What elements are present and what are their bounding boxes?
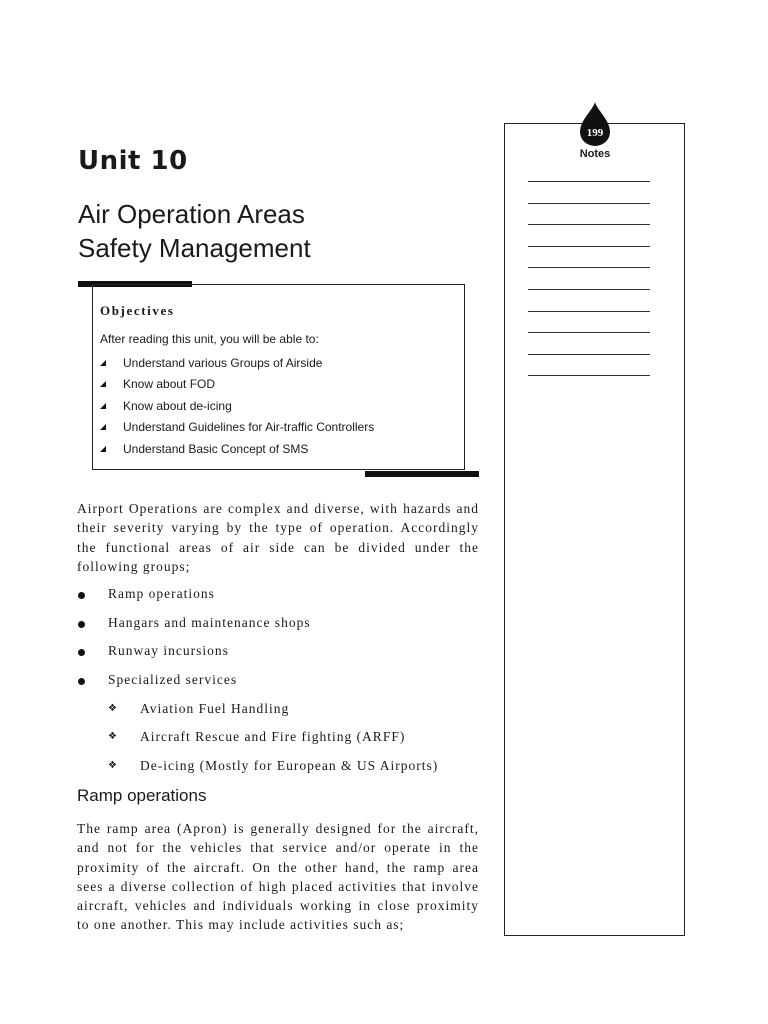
page-number: 199 [586,127,604,139]
diamond-bullet-icon: ❖ [108,760,118,771]
diamond-bullet-icon: ❖ [108,703,118,714]
note-line [528,267,650,268]
note-line [528,375,650,376]
ramp-paragraph: The ramp area (Apron) is generally designed for the aircraft, and not for the vehicles that service and/or operate in the proximity of the aircraft. On the other hand, the ramp area sees a diverse collection of high placed activities that involve aircraft, vehicles and individuals working in close proximity to one another. This may include activities such as; [77,821,479,933]
objective-text: Understand various Groups of Airside [123,356,323,370]
objectives-rule [365,471,479,477]
bullet-dot-icon [78,621,85,628]
objective-text: Know about FOD [123,377,216,391]
note-line [528,311,650,312]
diamond-bullet-icon: ❖ [108,731,118,742]
objective-text: Understand Basic Concept of SMS [123,442,309,456]
triangle-bullet-icon [100,360,106,366]
group-text: Hangars and maintenance shops [108,615,311,630]
note-line [528,181,650,182]
triangle-bullet-icon [100,381,106,387]
note-line [528,203,650,204]
section-heading: Ramp operations [77,786,207,805]
note-line [528,246,650,247]
chapter-title [78,197,311,265]
note-line [528,224,650,225]
specialized-text: Aviation Fuel Handling [140,701,290,716]
triangle-bullet-icon [100,424,106,430]
group-text: Ramp operations [108,586,215,601]
unit-title: Unit 10 [78,146,188,176]
note-line [528,354,650,355]
triangle-bullet-icon [100,446,106,452]
objective-text: Know about de-icing [123,399,232,413]
group-text: Runway incursions [108,643,229,658]
bullet-dot-icon [78,678,85,685]
group-text: Specialized services [108,672,238,687]
bullet-dot-icon [78,649,85,656]
page-number-drop-icon [580,102,610,146]
note-line [528,332,650,333]
intro-paragraph: Airport Operations are complex and diverse, with hazards and their severity varying by the type of operation. Accordingly the functional areas of air side can be divided under the following groups; [77,501,479,574]
notes-label: Notes [579,148,611,160]
objectives-heading: Objectives [100,303,175,318]
specialized-text: De-icing (Mostly for European & US Airports) [140,758,439,773]
objective-text: Understand Guidelines for Air-traffic Controllers [123,420,375,434]
bullet-dot-icon [78,592,85,599]
chapter-title-line-1: Air Operation Areas [78,199,305,229]
chapter-title-line-2: Safety Management [78,233,311,263]
note-line [528,289,650,290]
objectives-intro: After reading this unit, you will be able to: [100,332,319,346]
specialized-text: Aircraft Rescue and Fire fighting (ARFF) [140,729,406,744]
triangle-bullet-icon [100,403,106,409]
